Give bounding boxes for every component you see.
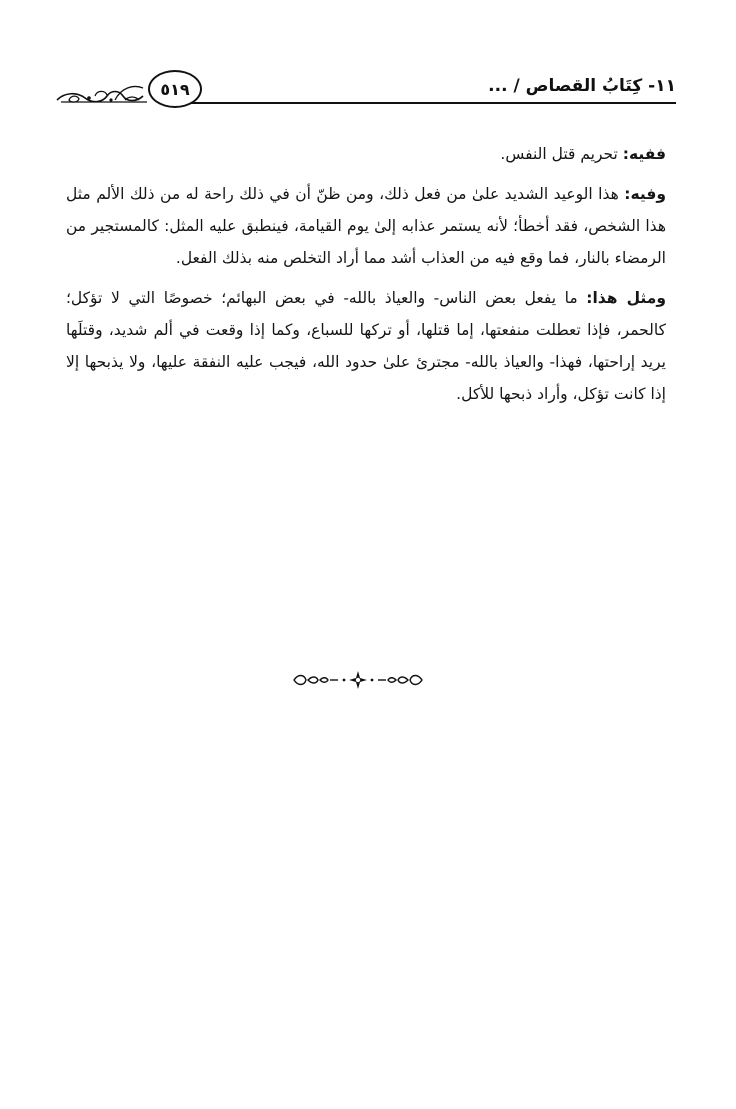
page-header bbox=[55, 62, 676, 112]
header-rule bbox=[185, 102, 676, 104]
paragraph-text: هذا الوعيد الشديد علىٰ من فعل ذلك، ومن ظنّ أن في ذلك راحة له من ذلك الألم مثل هذا الشخص، فقد أخطأ؛ لأنه يستمر عذابه إلىٰ يوم القيامة، فينطبق عليه المثل: كالمستجير من الرمضاء بالنار، فما وقع فيه من العذاب أشد مما أراد التخلص منه بذلك الفعل. bbox=[66, 185, 666, 267]
paragraph-3 bbox=[66, 282, 666, 410]
page-number: ٥١٩ bbox=[148, 70, 202, 108]
section-separator-icon bbox=[288, 668, 428, 692]
body-text bbox=[66, 138, 666, 418]
paragraph-lead: وفيه: bbox=[624, 185, 666, 203]
running-title: ١١- كِتَابُ القصاص / ... bbox=[488, 76, 676, 96]
paragraph-text: تحريم قتل النفس. bbox=[500, 145, 623, 163]
paragraph-lead: ومثل هذا: bbox=[586, 289, 666, 307]
paragraph-2 bbox=[66, 178, 666, 274]
paragraph-lead: ففيه: bbox=[622, 145, 666, 163]
paragraph-1 bbox=[66, 138, 666, 170]
paragraph-text: ما يفعل بعض الناس- والعياذ بالله- في بعض البهائم؛ خصوصًا التي لا تؤكل؛ كالحمر، فإذا تعطلت منفعتها، إما قتلها، أو تركها للسباع، وكما إذا وقعت في ألم شديد، وقتلَها يريد إراحتها، فهذا- والعياذ بالله- مجترئ علىٰ حدود الله، فيجب عليه النفقة عليها، ولا يذبحها إلا إذا كانت تؤكل، وأراد ذبحها للأكل. bbox=[66, 289, 666, 403]
